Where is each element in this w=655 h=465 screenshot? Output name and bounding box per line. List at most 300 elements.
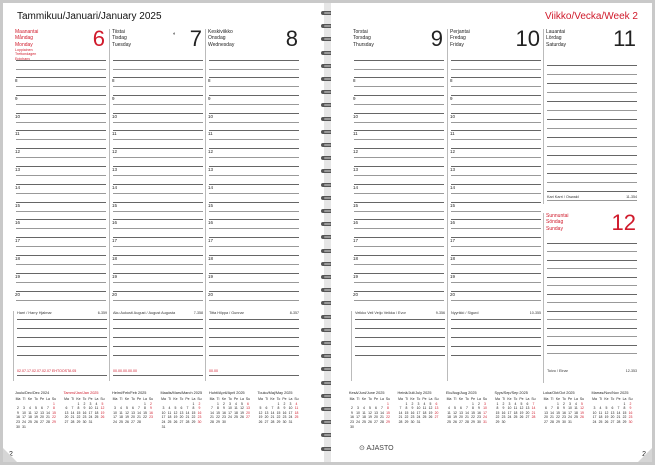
mini-calendar-cell: 1 bbox=[472, 401, 474, 406]
writing-line[interactable] bbox=[209, 237, 299, 238]
hour-label: 12 bbox=[450, 149, 456, 154]
note-line[interactable] bbox=[113, 328, 203, 329]
hour-label: 17 bbox=[15, 238, 21, 243]
mini-calendar-cell: 26 bbox=[258, 419, 263, 424]
writing-line[interactable] bbox=[113, 291, 203, 292]
mini-calendar[interactable] bbox=[446, 391, 488, 441]
note-line[interactable] bbox=[451, 346, 541, 347]
writing-line[interactable] bbox=[451, 95, 541, 96]
note-line[interactable] bbox=[451, 319, 541, 320]
note-line[interactable] bbox=[355, 337, 445, 338]
day-names bbox=[15, 29, 38, 61]
mini-calendar-cell: 29 bbox=[386, 419, 390, 424]
mini-calendar-cell: 8 bbox=[405, 406, 408, 411]
half-hour-line bbox=[354, 211, 444, 212]
day-name: Torstai bbox=[353, 29, 368, 35]
note-line[interactable] bbox=[17, 355, 107, 356]
mini-calendar[interactable] bbox=[495, 391, 537, 441]
mini-calendar-cell bbox=[434, 420, 440, 425]
note-line[interactable] bbox=[17, 346, 107, 347]
half-hour-line bbox=[451, 104, 541, 105]
mini-calendar-cell: 27 bbox=[525, 415, 530, 420]
writing-line[interactable] bbox=[209, 113, 299, 114]
mini-calendar-cell: La bbox=[622, 397, 627, 401]
writing-line[interactable] bbox=[209, 273, 299, 274]
mini-calendar-cell: 28 bbox=[210, 419, 214, 424]
mini-calendar-cell: 7 bbox=[271, 406, 274, 411]
half-hour-line bbox=[113, 282, 203, 283]
note-line[interactable] bbox=[209, 319, 299, 320]
half-hour-line bbox=[113, 157, 203, 158]
mini-calendar-cell: 30 bbox=[562, 419, 566, 424]
day-names bbox=[546, 29, 566, 48]
mini-calendar-cell: 17 bbox=[416, 410, 421, 415]
mini-calendar-cell: 13 bbox=[610, 410, 615, 415]
note-line[interactable] bbox=[113, 346, 203, 347]
half-hour-line bbox=[547, 302, 637, 303]
mini-calendar-cell: 2 bbox=[83, 401, 86, 406]
mini-calendar-cell: 19 bbox=[173, 415, 178, 420]
mini-calendar[interactable] bbox=[161, 391, 203, 441]
writing-line[interactable] bbox=[16, 219, 106, 220]
half-hour-line bbox=[209, 246, 299, 247]
writing-line[interactable] bbox=[547, 83, 637, 84]
mini-calendar-cell: 23 bbox=[222, 415, 226, 420]
writing-line[interactable] bbox=[547, 294, 637, 295]
mini-calendar-cell: 15 bbox=[52, 410, 56, 415]
mini-calendar-cell: Su bbox=[51, 397, 57, 401]
mini-calendar-cell: 28 bbox=[137, 419, 141, 424]
mini-calendar-grid bbox=[64, 397, 106, 425]
day-column bbox=[205, 26, 302, 319]
writing-line[interactable] bbox=[451, 255, 541, 256]
mini-calendar-grid bbox=[543, 397, 585, 425]
nameday: Veikko Veli Veijo Veikka / Evor bbox=[355, 311, 406, 315]
writing-line[interactable] bbox=[354, 291, 444, 292]
writing-line[interactable] bbox=[209, 255, 299, 256]
half-hour-line bbox=[354, 193, 444, 194]
writing-line[interactable] bbox=[354, 95, 444, 96]
week-title: Viikko/Vecka/Week 2 bbox=[544, 11, 638, 22]
note-line[interactable] bbox=[209, 328, 299, 329]
mini-calendar-cell: La bbox=[94, 397, 99, 401]
note-line[interactable] bbox=[355, 319, 445, 320]
note-line[interactable] bbox=[355, 346, 445, 347]
mini-calendar-cell: 5 bbox=[126, 406, 128, 411]
mini-calendar[interactable] bbox=[112, 391, 154, 441]
writing-line[interactable] bbox=[113, 130, 203, 131]
writing-line[interactable] bbox=[209, 166, 299, 167]
mini-calendar-title: Syys/Sep/Sep 2025 bbox=[494, 391, 528, 395]
half-hour-line bbox=[113, 86, 203, 87]
note-line[interactable] bbox=[17, 328, 107, 329]
mini-calendar-cell: Su bbox=[482, 397, 488, 401]
mini-calendar-cell: To bbox=[610, 397, 615, 401]
mini-calendar-cell: Ma bbox=[15, 397, 21, 401]
writing-line[interactable] bbox=[16, 202, 106, 203]
writing-line[interactable] bbox=[354, 113, 444, 114]
writing-line[interactable] bbox=[113, 95, 203, 96]
day-number: 12 bbox=[611, 210, 636, 235]
writing-line[interactable] bbox=[354, 202, 444, 203]
writing-line[interactable] bbox=[209, 291, 299, 292]
mini-calendar[interactable] bbox=[398, 391, 440, 441]
writing-line[interactable] bbox=[113, 202, 203, 203]
writing-line[interactable] bbox=[354, 273, 444, 274]
writing-line[interactable] bbox=[209, 95, 299, 96]
mini-calendar-cell: 3 bbox=[417, 401, 420, 406]
mini-calendar-cell: 28 bbox=[270, 419, 275, 424]
hour-label: 13 bbox=[208, 167, 214, 172]
note-line[interactable] bbox=[355, 355, 445, 356]
mini-calendar-cell: 13 bbox=[459, 410, 463, 415]
mini-calendar-cell: 15 bbox=[276, 410, 281, 415]
mini-calendar-cell: 16 bbox=[282, 410, 287, 415]
writing-line[interactable] bbox=[547, 311, 637, 312]
writing-line[interactable] bbox=[547, 173, 637, 174]
mini-calendar-cell: 5 bbox=[581, 401, 583, 406]
mini-calendar-cell: 22 bbox=[556, 415, 560, 420]
mini-calendar-cell: Ke bbox=[604, 397, 609, 401]
mini-calendar-cell: 16 bbox=[16, 415, 20, 420]
writing-line[interactable] bbox=[451, 148, 541, 149]
half-hour-line bbox=[547, 92, 637, 93]
nameday: Harri / Harry Hjalmar bbox=[17, 311, 52, 315]
note-line[interactable] bbox=[113, 319, 203, 320]
mini-calendar-cell bbox=[100, 420, 106, 425]
mini-calendar-cell: To bbox=[179, 397, 184, 401]
writing-line[interactable] bbox=[354, 148, 444, 149]
mini-calendar-cell: Pe bbox=[422, 397, 427, 401]
writing-line[interactable] bbox=[451, 219, 541, 220]
mini-calendar-cell: 21 bbox=[465, 415, 469, 420]
writing-line[interactable] bbox=[354, 219, 444, 220]
mini-calendar-cell: 9 bbox=[629, 406, 632, 411]
writing-line[interactable] bbox=[354, 166, 444, 167]
day-column bbox=[109, 26, 206, 319]
writing-line[interactable] bbox=[547, 137, 637, 138]
hour-label: 11 bbox=[15, 131, 20, 136]
mini-calendar-cell: 4 bbox=[448, 406, 450, 411]
mini-calendar-cell: 13 bbox=[525, 406, 530, 411]
day-number: 11 bbox=[613, 26, 636, 51]
writing-line[interactable] bbox=[16, 77, 106, 78]
half-hour-line bbox=[354, 175, 444, 176]
mini-calendar-cell: 3 bbox=[593, 406, 596, 411]
writing-line[interactable] bbox=[354, 237, 444, 238]
day-header bbox=[110, 26, 206, 59]
hour-label: 10 bbox=[208, 114, 214, 119]
mini-calendar[interactable] bbox=[209, 391, 251, 441]
writing-line[interactable] bbox=[113, 255, 203, 256]
day-number: 9 bbox=[430, 26, 443, 51]
mini-calendar-cell: 30 bbox=[222, 419, 226, 424]
hour-label: 20 bbox=[208, 292, 214, 297]
writing-line[interactable] bbox=[354, 130, 444, 131]
writing-line[interactable] bbox=[16, 273, 106, 274]
mini-calendar-cell: 6 bbox=[611, 406, 614, 411]
writing-line[interactable] bbox=[16, 184, 106, 185]
mini-calendar-cell: 1 bbox=[77, 401, 80, 406]
half-hour-line bbox=[209, 157, 299, 158]
mini-calendar-cell: To bbox=[513, 397, 518, 401]
mini-calendar-cell: 3 bbox=[114, 406, 116, 411]
writing-line[interactable] bbox=[547, 119, 637, 120]
writing-line[interactable] bbox=[16, 60, 106, 61]
half-hour-line bbox=[547, 128, 637, 129]
mini-calendar-cell: Su bbox=[148, 397, 154, 401]
hour-label: 19 bbox=[208, 274, 214, 279]
mini-calendar-cell: Ke bbox=[458, 397, 464, 401]
mini-calendar-cell: La bbox=[525, 397, 530, 401]
mini-calendar-cell: 12 bbox=[580, 406, 584, 411]
writing-line[interactable] bbox=[354, 255, 444, 256]
writing-line[interactable] bbox=[113, 148, 203, 149]
day-column bbox=[543, 26, 640, 204]
day-name: Fredag bbox=[450, 35, 466, 42]
writing-line[interactable] bbox=[113, 237, 203, 238]
mini-calendar-cell: 18 bbox=[447, 415, 451, 420]
mini-calendar[interactable] bbox=[15, 391, 57, 441]
half-hour-line bbox=[209, 104, 299, 105]
hour-label: 20 bbox=[112, 292, 118, 297]
nameday: Toivo / Einar bbox=[547, 369, 568, 373]
mini-calendar-cell: 15 bbox=[191, 410, 196, 415]
note-line[interactable] bbox=[451, 355, 541, 356]
mini-calendar-cell: 19 bbox=[428, 410, 433, 415]
mini-calendar-cell: 11 bbox=[513, 406, 518, 411]
mini-calendar-cell: 27 bbox=[179, 419, 184, 424]
mini-calendar-cell: Ti bbox=[502, 397, 505, 401]
writing-line[interactable] bbox=[113, 77, 203, 78]
half-hour-line bbox=[354, 139, 444, 140]
mini-calendar-cell: 21 bbox=[398, 415, 403, 420]
mini-calendar-cell: 26 bbox=[240, 415, 244, 420]
mini-calendar-cell: 6 bbox=[526, 401, 529, 406]
writing-line[interactable] bbox=[113, 273, 203, 274]
note-line[interactable] bbox=[209, 346, 299, 347]
writing-line[interactable] bbox=[451, 77, 541, 78]
half-hour-line bbox=[113, 122, 203, 123]
mini-calendar-cell: 30 bbox=[197, 419, 202, 424]
note-line[interactable] bbox=[113, 337, 203, 338]
half-hour-line bbox=[113, 211, 203, 212]
hour-label: 14 bbox=[15, 185, 21, 190]
mini-calendar-cell: Su bbox=[434, 397, 439, 401]
note-line[interactable] bbox=[17, 337, 107, 338]
half-hour-line bbox=[451, 246, 541, 247]
writing-line[interactable] bbox=[16, 255, 106, 256]
mini-calendar-cell: 23 bbox=[16, 419, 20, 424]
writing-line[interactable] bbox=[209, 148, 299, 149]
mini-calendar-cell: 29 bbox=[556, 419, 560, 424]
writing-line[interactable] bbox=[547, 101, 637, 102]
writing-line[interactable] bbox=[354, 77, 444, 78]
writing-line[interactable] bbox=[354, 60, 444, 61]
hour-label: 11 bbox=[353, 131, 358, 136]
mini-calendar-cell: 10 bbox=[288, 406, 293, 411]
mini-calendar-cell: 16 bbox=[410, 410, 415, 415]
writing-line[interactable] bbox=[209, 184, 299, 185]
mini-calendar-cell: 6 bbox=[460, 406, 462, 411]
writing-line[interactable] bbox=[209, 202, 299, 203]
mini-calendar-grid bbox=[112, 397, 154, 425]
mini-calendar-cell: 15 bbox=[556, 410, 560, 415]
mini-calendar-cell: 1 bbox=[496, 401, 499, 406]
writing-line[interactable] bbox=[209, 219, 299, 220]
half-hour-line bbox=[16, 86, 106, 87]
half-hour-line bbox=[113, 264, 203, 265]
mini-calendar-cell: 24 bbox=[88, 415, 93, 420]
mini-calendar-cell: 29 bbox=[276, 419, 281, 424]
writing-line[interactable] bbox=[16, 237, 106, 238]
page-corner-right[interactable] bbox=[638, 448, 652, 462]
mini-calendar-cell: 30 bbox=[410, 419, 415, 424]
day-header bbox=[206, 26, 302, 59]
moon-phase-icon: ◐ bbox=[172, 31, 176, 37]
mini-calendar-cell: 3 bbox=[289, 401, 292, 406]
writing-line[interactable] bbox=[113, 219, 203, 220]
note-line[interactable] bbox=[209, 355, 299, 356]
mini-calendar-cell: 20 bbox=[610, 415, 615, 420]
note-line[interactable] bbox=[113, 355, 203, 356]
mini-calendar-cell: 17 bbox=[356, 415, 360, 420]
writing-line[interactable] bbox=[451, 273, 541, 274]
mini-calendar-cell: 21 bbox=[46, 415, 50, 420]
note-line[interactable] bbox=[355, 328, 445, 329]
writing-line[interactable] bbox=[451, 130, 541, 131]
writing-line[interactable] bbox=[16, 148, 106, 149]
nameday-code: 10-355 bbox=[529, 311, 541, 315]
mini-calendar-cell: 29 bbox=[404, 419, 409, 424]
writing-line[interactable] bbox=[209, 130, 299, 131]
mini-calendar-cell: 2 bbox=[351, 406, 353, 411]
writing-line[interactable] bbox=[451, 60, 541, 61]
day-name: Söndag bbox=[546, 219, 564, 226]
mini-calendar-cell: Pe bbox=[233, 397, 239, 401]
writing-line[interactable] bbox=[451, 237, 541, 238]
note-line[interactable] bbox=[209, 337, 299, 338]
writing-line[interactable] bbox=[547, 260, 637, 261]
mini-calendar-cell: 24 bbox=[113, 419, 117, 424]
mini-calendar[interactable] bbox=[543, 391, 585, 441]
mini-calendar-cell: 6 bbox=[545, 406, 547, 411]
right-page bbox=[331, 3, 652, 462]
page-corner-left[interactable] bbox=[3, 448, 17, 462]
nameday-code: 8-357 bbox=[289, 311, 299, 315]
writing-line[interactable] bbox=[16, 113, 106, 114]
half-hour-line bbox=[16, 264, 106, 265]
note-line[interactable] bbox=[451, 337, 541, 338]
mini-calendar[interactable] bbox=[258, 391, 300, 441]
mini-calendar-grid bbox=[15, 397, 57, 429]
writing-line[interactable] bbox=[451, 202, 541, 203]
nameday: Nyyrikki / Sigurd bbox=[451, 311, 479, 315]
holiday-name: Epiphany bbox=[15, 56, 30, 61]
mini-calendar-cell: 30 bbox=[282, 419, 287, 424]
month-title: Tammikuu/Januari/January 2025 bbox=[17, 11, 162, 22]
writing-line[interactable] bbox=[16, 130, 106, 131]
note-line[interactable] bbox=[451, 328, 541, 329]
note-line[interactable] bbox=[17, 319, 107, 320]
writing-line[interactable] bbox=[451, 184, 541, 185]
mini-calendar-cell: La bbox=[574, 397, 578, 401]
mini-calendar-cell bbox=[148, 420, 154, 425]
writing-line[interactable] bbox=[113, 113, 203, 114]
hour-label: 16 bbox=[112, 220, 118, 225]
half-hour-line bbox=[113, 228, 203, 229]
writing-line[interactable] bbox=[16, 291, 106, 292]
writing-line[interactable] bbox=[354, 184, 444, 185]
mini-calendar-cell: 10 bbox=[88, 406, 93, 411]
writing-line[interactable] bbox=[16, 95, 106, 96]
mini-calendar-cell: 28 bbox=[46, 419, 50, 424]
mini-calendar[interactable] bbox=[592, 391, 634, 441]
day-header bbox=[448, 26, 544, 59]
mini-calendar-cell: 5 bbox=[259, 406, 262, 411]
mini-calendar-cell: 4 bbox=[29, 406, 31, 411]
hour-label: 12 bbox=[15, 149, 21, 154]
hour-label: 9 bbox=[112, 96, 115, 101]
half-hour-line bbox=[16, 211, 106, 212]
half-hour-line bbox=[354, 104, 444, 105]
day-name: Friday bbox=[450, 41, 464, 48]
writing-line[interactable] bbox=[16, 166, 106, 167]
writing-line[interactable] bbox=[451, 166, 541, 167]
mini-calendar-cell: To bbox=[416, 397, 421, 401]
mini-calendar-cell: 1 bbox=[144, 401, 146, 406]
writing-line[interactable] bbox=[209, 77, 299, 78]
writing-line[interactable] bbox=[113, 184, 203, 185]
half-hour-line bbox=[354, 282, 444, 283]
mini-calendar-cell: 9 bbox=[198, 406, 201, 411]
writing-line[interactable] bbox=[547, 277, 637, 278]
writing-line[interactable] bbox=[113, 166, 203, 167]
mini-calendar-cell: 3 bbox=[484, 401, 486, 406]
mini-calendar-cell: 21 bbox=[210, 415, 214, 420]
mini-calendar-cell: 16 bbox=[501, 410, 506, 415]
mini-calendar-cell: 12 bbox=[368, 410, 372, 415]
day-header bbox=[351, 26, 447, 59]
mini-calendar-cell: Ke bbox=[270, 397, 275, 401]
writing-line[interactable] bbox=[451, 113, 541, 114]
hour-label: 18 bbox=[353, 256, 359, 261]
writing-line[interactable] bbox=[209, 60, 299, 61]
writing-line[interactable] bbox=[547, 328, 637, 329]
mini-calendar-cell: 31 bbox=[483, 419, 487, 424]
mini-calendar-cell: 7 bbox=[138, 406, 140, 411]
half-hour-line bbox=[547, 285, 637, 286]
writing-line[interactable] bbox=[547, 191, 637, 192]
writing-line[interactable] bbox=[547, 243, 637, 244]
mini-calendar-cell: 27 bbox=[374, 419, 378, 424]
mini-calendar[interactable] bbox=[349, 391, 391, 441]
mini-calendar-cell: 22 bbox=[404, 415, 409, 420]
writing-line[interactable] bbox=[451, 291, 541, 292]
mini-calendar-cell: 15 bbox=[216, 410, 220, 415]
mini-calendar-cell: 26 bbox=[100, 415, 105, 420]
writing-line[interactable] bbox=[547, 155, 637, 156]
writing-line[interactable] bbox=[113, 60, 203, 61]
writing-line[interactable] bbox=[547, 345, 637, 346]
mini-calendar-cell: 14 bbox=[550, 410, 554, 415]
mini-calendar-cell: 15 bbox=[404, 410, 409, 415]
mini-calendar-cell: 19 bbox=[604, 415, 609, 420]
mini-calendar-cell: 18 bbox=[574, 410, 578, 415]
writing-line[interactable] bbox=[547, 65, 637, 66]
mini-calendar[interactable] bbox=[64, 391, 106, 441]
mini-calendar-cell: 8 bbox=[557, 406, 559, 411]
